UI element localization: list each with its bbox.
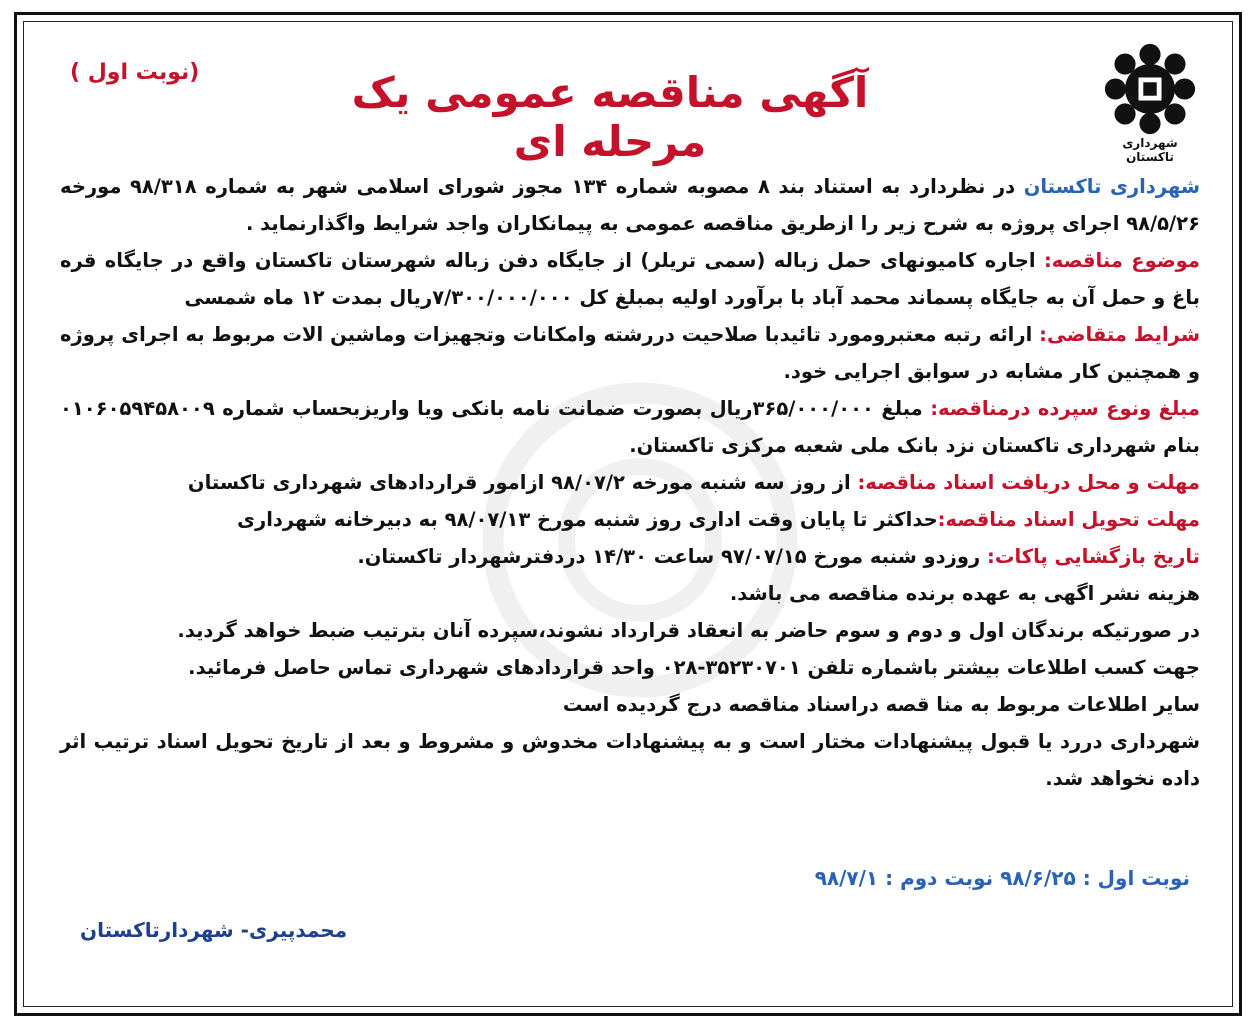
ad-body <box>60 168 1200 797</box>
subject-paragraph <box>60 242 1200 316</box>
intro-label: شهرداری تاکستان <box>1023 175 1200 198</box>
deposit-label: مبلغ ونوع سپرده درمناقصه: <box>930 397 1200 420</box>
municipality-logo <box>1102 34 1198 144</box>
note-line: در صورتیکه برندگان اول و دوم و سوم حاضر به انعقاد قرارداد نشوند،سپرده آنان بترتیب ضبط خواهد گردید. <box>177 619 1200 642</box>
conditions-paragraph <box>60 316 1200 390</box>
conditions-label: شرایط متقاضی: <box>1039 323 1200 346</box>
note-line: هزینه نشر اگهی به عهده برنده مناقصه می باشد. <box>729 582 1200 605</box>
subject-text: اجاره کامیونهای حمل زباله (سمی تریلر) از جایگاه دفن زباله شهرستان تاکستان واقع در جایگاه قره باغ و حمل آن به جایگاه پسماند محمد آباد با برآورد اولیه بمبلغ کل ۷/۳۰۰/۰۰۰/۰۰۰ریال بمدت ۱۲ ماه شمسی <box>60 249 1200 309</box>
deliver-text: حداکثر تا پایان وقت اداری روز شنبه مورخ ۹۸/۰۷/۱۳ به دبیرخانه شهرداری <box>237 508 938 531</box>
deposit-paragraph <box>60 390 1200 464</box>
note-line: شهرداری دررد یا قبول پیشنهادات مختار است و به پیشنهادات مخدوش و مشروط و بعد از تاریخ تحویل اسناد ترتیب اثر داده نخواهد شد. <box>60 730 1200 790</box>
deposit-text: مبلغ ۳۶۵/۰۰۰/۰۰۰ریال بصورت ضمانت نامه بانکی ویا واریزبحساب شماره ۰۱۰۶۰۵۹۴۵۸۰۰۹ بنام شهرداری تاکستان نزد بانک ملی شعبه مرکزی تاکستان. <box>60 397 1200 457</box>
receive-text: از روز سه شنبه مورخه ۹۸/۰۷/۲ ازامور قراردادهای شهرداری تاکستان <box>187 471 858 494</box>
deliver-paragraph <box>60 501 1200 538</box>
note-line: سایر اطلاعات مربوط به منا قصه دراسناد مناقصه درج گردیده است <box>562 693 1200 716</box>
intro-paragraph <box>60 168 1200 242</box>
receive-label: مهلت و محل دریافت اسناد مناقصه: <box>857 471 1200 494</box>
receive-paragraph <box>60 464 1200 501</box>
round-tag: (نوبت اول ) <box>70 60 200 85</box>
conditions-text: ارائه رتبه معتبرومورد تائیدبا صلاحیت دررشته وامکانات وتجهیزات وماشین الات مربوط به اجرای پروژه و همچنین کار مشابه در سوابق اجرایی خود. <box>60 323 1200 383</box>
opening-paragraph <box>60 538 1200 575</box>
intro-text: در نظردارد به استناد بند ۸ مصوبه شماره ۱۳۴ مجوز شورای اسلامی شهر به شماره ۹۸/۳۱۸ مورخه ۹۸/۵/۲۶ اجرای پروژه به شرح زیر را ازطریق مناقصه عمومی به پیمانکاران واجد شرایط واگذارنماید . <box>60 175 1200 235</box>
logo-caption: شهرداری تاکستان <box>1122 136 1178 164</box>
note-line: جهت کسب اطلاعات بیشتر باشماره تلفن ۳۵۲۳۰۷۰۱-۰۲۸ واحد قراردادهای شهرداری تماس حاصل فرمائید. <box>188 656 1200 679</box>
ad-title: آگهی مناقصه عمومی یک مرحله ای <box>351 68 869 166</box>
opening-label: تاریخ بازگشایی پاکات: <box>987 545 1200 568</box>
opening-text: روزدو شنبه مورخ ۹۷/۰۷/۱۵ ساعت ۱۴/۳۰ دردفترشهردار تاکستان. <box>357 545 988 568</box>
subject-label: موضوع مناقصه: <box>1043 249 1200 272</box>
signature: محمدپیری- شهردارتاکستان <box>80 918 348 942</box>
publication-rounds: نوبت اول : ۹۸/۶/۲۵ نوبت دوم : ۹۸/۷/۱ <box>814 866 1190 890</box>
deliver-label: مهلت تحویل اسناد مناقصه: <box>937 508 1200 531</box>
